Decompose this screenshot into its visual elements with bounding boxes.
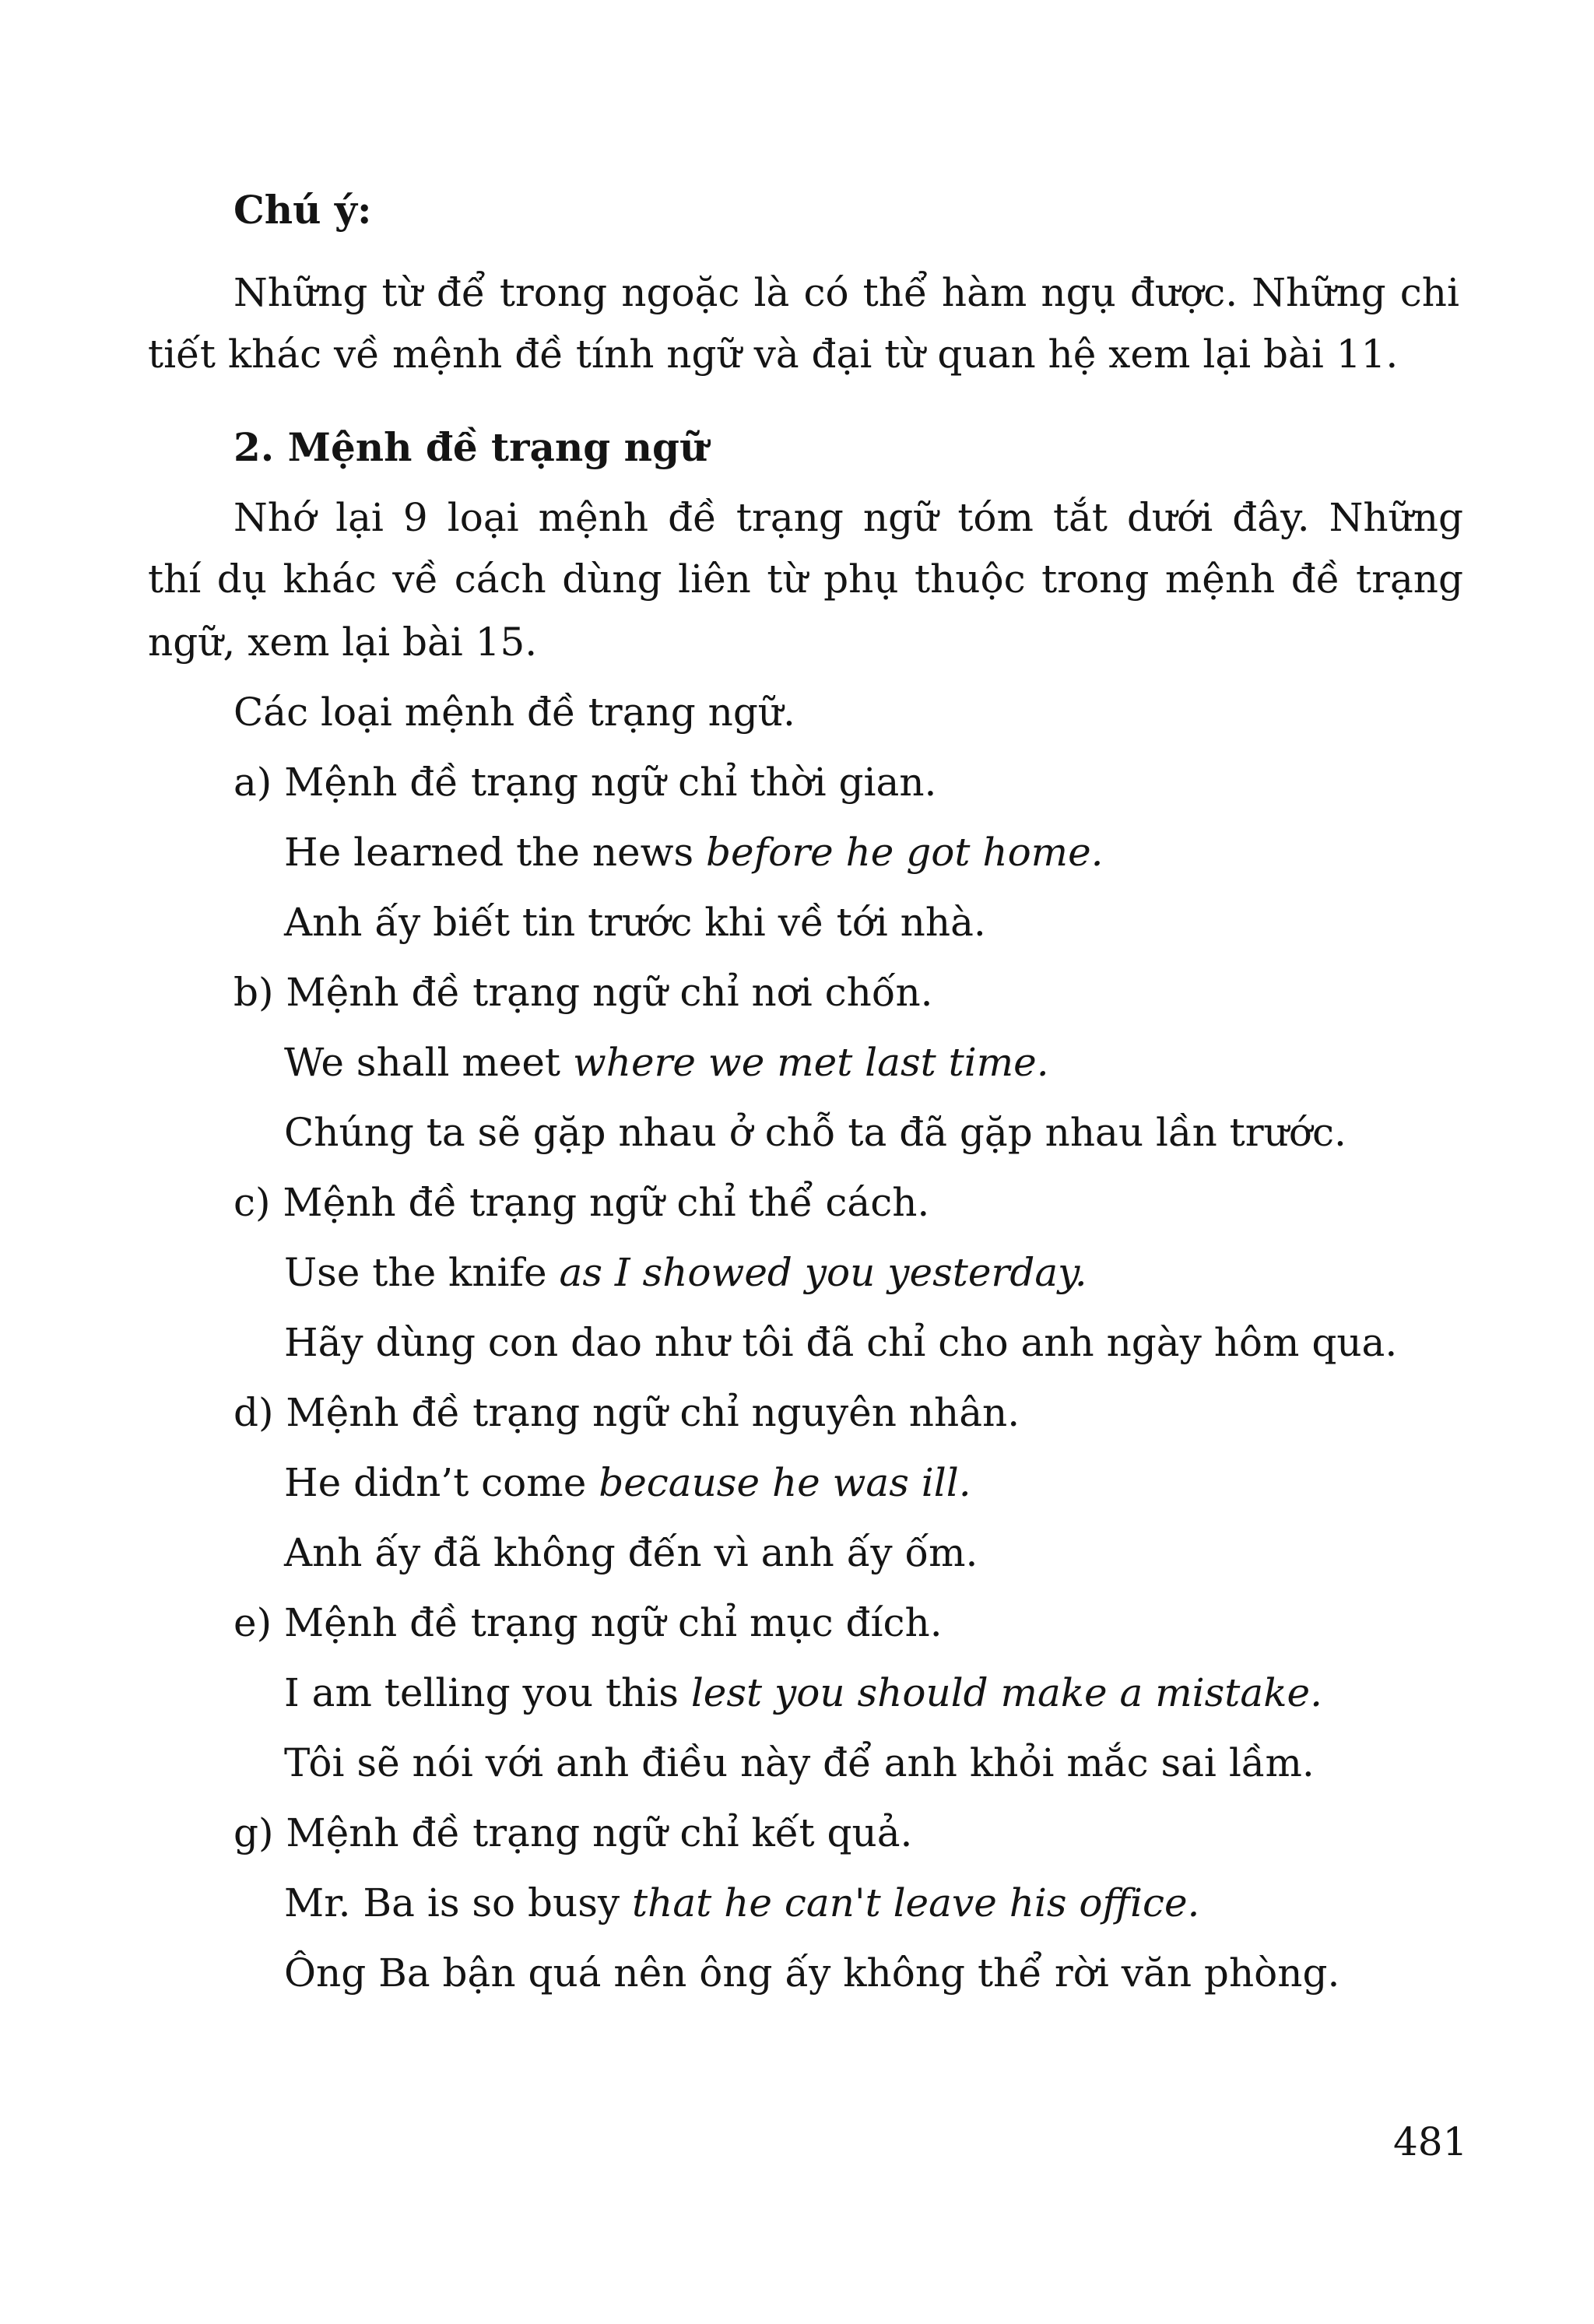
item-label-a: a) Mệnh đề trạng ngữ chỉ thời gian. xyxy=(233,760,937,805)
example-d xyxy=(284,1459,971,1506)
example-text: He didn’t come xyxy=(284,1460,599,1505)
translation-b: Chúng ta sẽ gặp nhau ở chỗ ta đã gặp nhau lần trước. xyxy=(284,1110,1346,1155)
example-clause: lest you should make a mistake. xyxy=(690,1670,1322,1715)
translation-c: Hãy dùng con dao như tôi đã chỉ cho anh ngày hôm qua. xyxy=(284,1320,1398,1365)
example-text: Use the knife xyxy=(284,1250,560,1295)
translation-e: Tôi sẽ nói với anh điều này để anh khỏi mắc sai lầm. xyxy=(284,1740,1315,1785)
intro-line-2: thí dụ khác về cách dùng liên từ phụ thuộc trong mệnh đề trạng xyxy=(148,556,1463,602)
translation-d: Anh ấy đã không đến vì anh ấy ốm. xyxy=(284,1530,978,1575)
example-text: I am telling you this xyxy=(284,1670,691,1715)
translation-a: Anh ấy biết tin trước khi về tới nhà. xyxy=(284,900,986,945)
example-text: Mr. Ba is so busy xyxy=(284,1880,633,1926)
item-label-e: e) Mệnh đề trạng ngữ chỉ mục đích. xyxy=(233,1600,943,1645)
translation-g: Ông Ba bận quá nên ông ấy không thể rời văn phòng. xyxy=(284,1950,1340,1996)
page-number: 481 xyxy=(1393,2119,1468,2164)
example-a xyxy=(284,829,1104,876)
item-label-c: c) Mệnh đề trạng ngữ chỉ thể cách. xyxy=(233,1180,930,1225)
example-clause: because he was ill. xyxy=(599,1460,971,1505)
note-paragraph-line-2: tiết khác về mệnh đề tính ngữ và đại từ quan hệ xem lại bài 11. xyxy=(148,332,1399,377)
example-clause: before he got home. xyxy=(706,830,1104,875)
section-heading: 2. Mệnh đề trạng ngữ xyxy=(233,424,708,470)
example-text: We shall meet xyxy=(284,1040,573,1085)
note-paragraph-line-1: Những từ để trong ngoặc là có thể hàm ngụ được. Những chi xyxy=(233,270,1459,315)
example-clause: that he can't leave his office. xyxy=(632,1880,1200,1926)
example-b xyxy=(284,1039,1049,1086)
item-label-g: g) Mệnh đề trạng ngữ chỉ kết quả. xyxy=(233,1810,913,1855)
example-clause: where we met last time. xyxy=(572,1040,1049,1085)
example-g xyxy=(284,1880,1199,1926)
example-text: He learned the news xyxy=(284,830,706,875)
item-label-d: d) Mệnh đề trạng ngữ chỉ nguyên nhân. xyxy=(233,1390,1020,1435)
intro-line-3: ngữ, xem lại bài 15. xyxy=(148,620,538,665)
intro-line-1: Nhớ lại 9 loại mệnh đề trạng ngữ tóm tắt dưới đây. Những xyxy=(233,495,1463,540)
types-title: Các loại mệnh đề trạng ngữ. xyxy=(233,690,795,735)
example-clause: as I showed you yesterday. xyxy=(559,1250,1087,1295)
note-heading: Chú ý: xyxy=(233,187,372,233)
item-label-b: b) Mệnh đề trạng ngữ chỉ nơi chốn. xyxy=(233,970,933,1015)
example-c xyxy=(284,1249,1087,1296)
example-e xyxy=(284,1669,1322,1716)
